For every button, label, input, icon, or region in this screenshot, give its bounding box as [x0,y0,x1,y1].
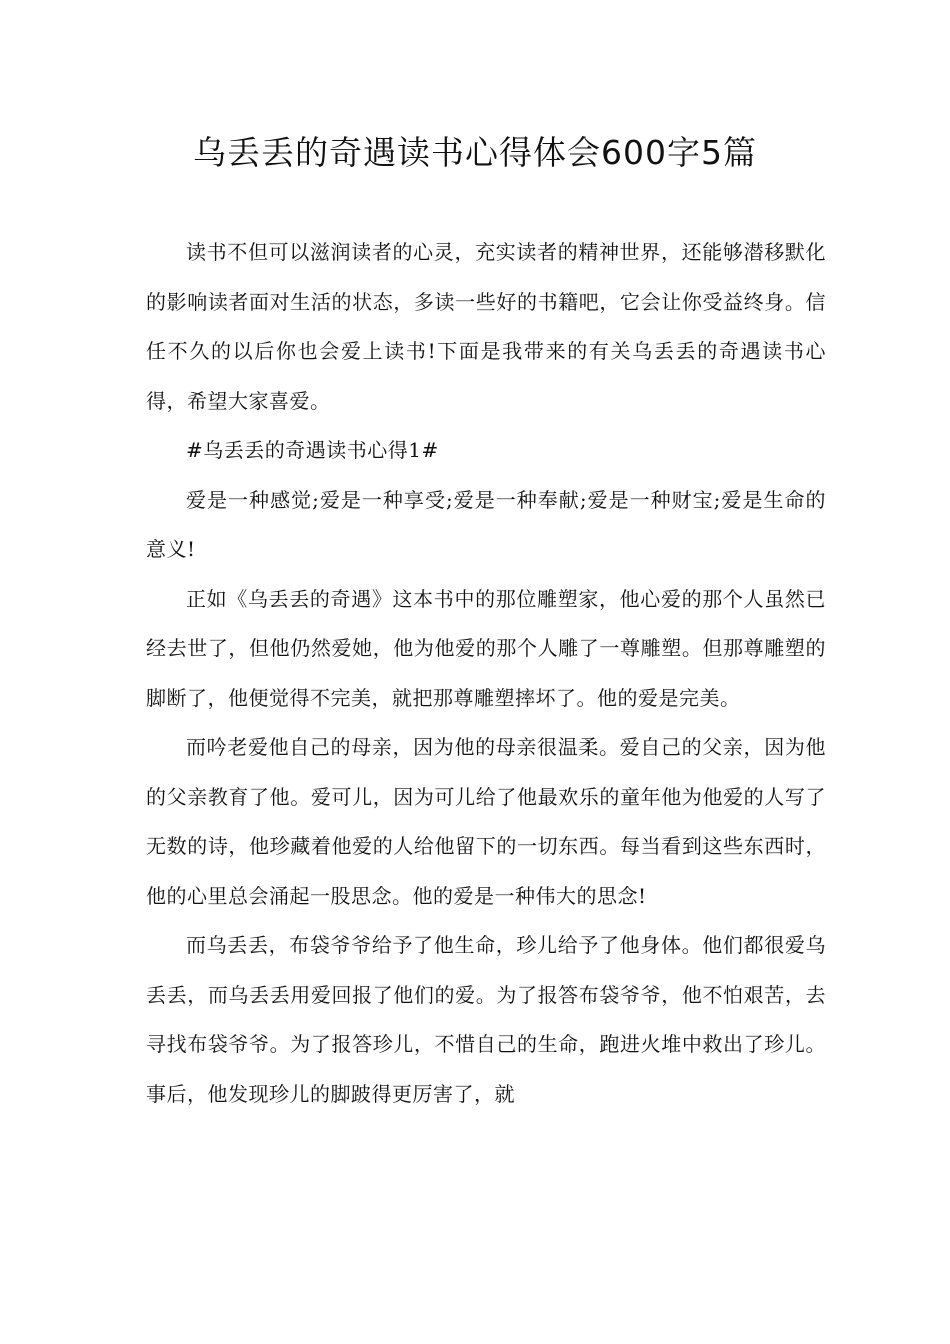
paragraph: 而吟老爱他自己的母亲，因为他的母亲很温柔。爱自己的父亲，因为他的父亲教育了他。爱可儿，因为可儿给了他最欢乐的童年他为他爱的人写了无数的诗，他珍藏着他爱的人给他留下的一切东西。每当看到这些东西时，他的心里总会涌起一股思念。他的爱是一种伟大的思念! [146,735,826,908]
document-title: 乌丢丢的奇遇读书心得体会600字5篇 [193,133,757,172]
paragraph: 而乌丢丢，布袋爷爷给予了他生命，珍儿给予了他身体。他们都很爱乌丢丢，而乌丢丢用爱回报了他们的爱。为了报答布袋爷爷，他不怕艰苦，去寻找布袋爷爷。为了报答珍儿，不惜自己的生命，跑进火堆中救出了珍儿。事后，他发现珍儿的脚跛得更厉害了，就 [146,933,826,1106]
document-body [146,228,826,1119]
section-heading: #乌丢丢的奇遇读书心得1# [186,438,439,462]
paragraph: 爱是一种感觉;爱是一种享受;爱是一种奉献;爱是一种财宝;爱是生命的意义! [146,487,826,561]
paragraph: 正如《乌丢丢的奇遇》这本书中的那位雕塑家，他心爱的那个人虽然已经去世了，但他仍然爱她，他为他爱的那个人雕了一尊雕塑。但那尊雕塑的脚断了，他便觉得不完美，就把那尊雕塑摔坏了。他的爱是完美。 [146,586,826,710]
paragraph-intro: 读书不但可以滋润读者的心灵，充实读者的精神世界，还能够潜移默化的影响读者面对生活的状态，多读一些好的书籍吧，它会让你受益终身。信任不久的以后你也会爱上读书!下面是我带来的有关乌丢丢的奇遇读书心得，希望大家喜爱。 [146,240,826,413]
